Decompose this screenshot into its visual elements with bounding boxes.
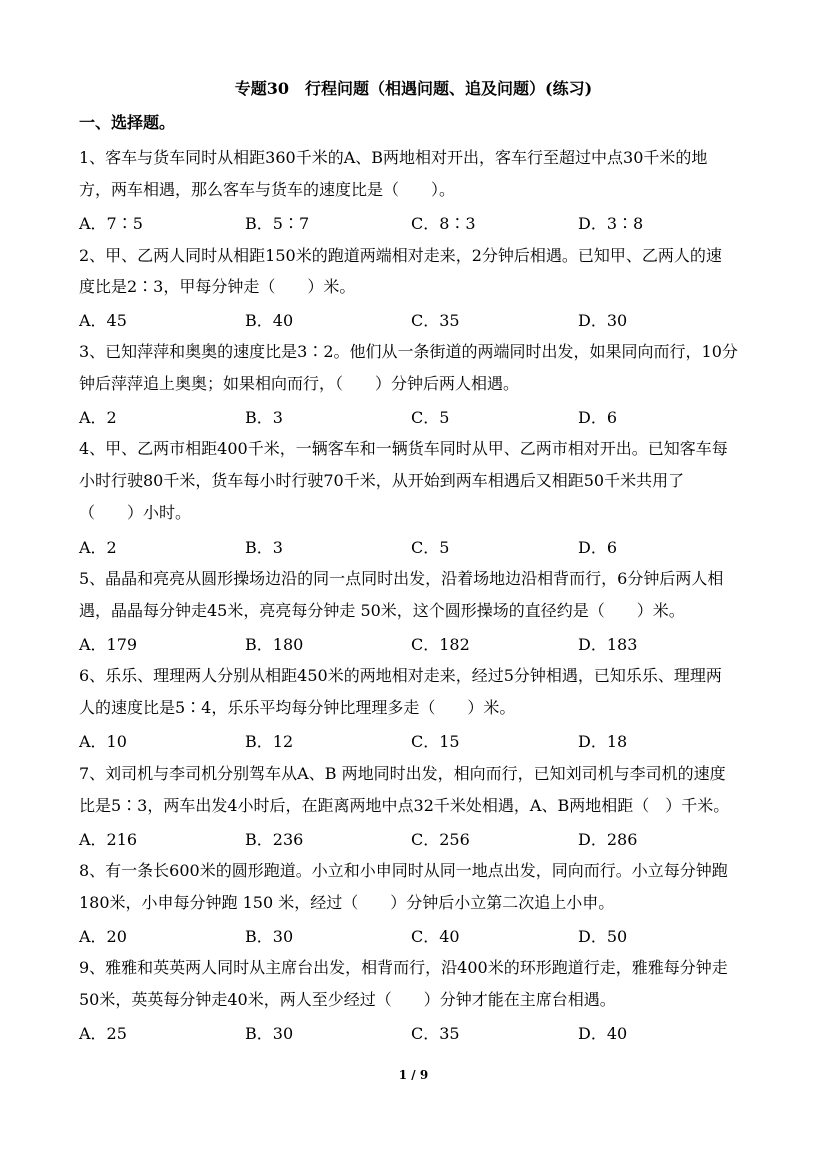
question-2-option-c: C．35 — [411, 311, 460, 330]
question-5-option-c: C．182 — [411, 635, 470, 654]
question-8-option-a: A．20 — [79, 927, 127, 946]
page-number: 1 / 9 — [398, 1068, 429, 1082]
question-2-option-d: D．30 — [578, 311, 628, 330]
question-1-option-a: A．7∶5 — [79, 214, 143, 233]
question-5-option-b: B．180 — [245, 635, 304, 654]
question-1-line-2: 方，两车相遇，那么客车与货车的速度比是（ ）。 — [79, 180, 456, 199]
question-7-option-a: A．216 — [79, 830, 138, 849]
question-4-line-1: 4、甲、乙两市相距400千米，一辆客车和一辆货车同时从甲、乙两市相对开出。已知客车每 — [79, 439, 728, 458]
question-4-option-a: A．2 — [79, 538, 117, 557]
question-9-option-c: C．35 — [411, 1024, 460, 1043]
question-1-option-d: D．3∶8 — [578, 214, 644, 233]
question-3-option-a: A．2 — [79, 408, 117, 427]
question-4-line-2: 小时行驶80千米，货车每小时行驶70千米，从开始到两车相遇后又相距50千米共用了 — [79, 471, 685, 490]
question-2-option-a: A．45 — [79, 311, 127, 330]
question-6-option-d: D．18 — [578, 732, 628, 751]
question-6-option-a: A．10 — [79, 732, 127, 751]
question-8-line-1: 8、有一条长600米的圆形跑道。小立和小申同时从同一地点出发，同向而行。小立每分钟跑 — [79, 861, 728, 880]
question-7-option-d: D．286 — [578, 830, 638, 849]
question-6-option-c: C．15 — [411, 732, 460, 751]
question-3-line-2: 钟后萍萍追上奥奥；如果相向而行，（ ）分钟后两人相遇。 — [79, 374, 520, 393]
question-4-option-c: C．5 — [411, 538, 450, 557]
question-9-line-1: 9、雅雅和英英两人同时从主席台出发，相背而行，沿400米的环形跑道行走，雅雅每分钟走 — [79, 958, 728, 977]
question-1-option-c: C．8∶3 — [411, 214, 476, 233]
question-8-option-d: D．50 — [578, 927, 628, 946]
question-8-option-b: B．30 — [245, 927, 294, 946]
question-3-line-1: 3、已知萍萍和奥奥的速度比是3∶2。他们从一条街道的两端同时出发，如果同向而行，10分 — [79, 342, 738, 361]
question-9-option-a: A．25 — [79, 1024, 127, 1043]
question-2-option-b: B．40 — [245, 311, 294, 330]
question-7-line-1: 7、刘司机与李司机分别驾车从A、B 两地同时出发，相向而行，已知刘司机与李司机的速度 — [79, 764, 726, 783]
section-heading: 一、选择题。 — [79, 113, 176, 132]
question-4-line-3: （ ）小时。 — [79, 503, 192, 522]
question-1-option-b: B．5∶7 — [245, 214, 310, 233]
question-5-option-d: D．183 — [578, 635, 638, 654]
question-1-line-1: 1、客车与货车同时从相距360千米的A、B两地相对开出，客车行至超过中点30千米的地 — [79, 148, 708, 167]
question-7-option-b: B．236 — [245, 830, 304, 849]
question-8-option-c: C．40 — [411, 927, 460, 946]
question-9-line-2: 50米，英英每分钟走40米，两人至少经过（ ）分钟才能在主席台相遇。 — [79, 990, 616, 1009]
question-8-line-2: 180米，小申每分钟跑 150 米，经过（ ）分钟后小立第二次追上小申。 — [79, 893, 615, 912]
question-7-line-2: 比是5∶3，两车出发4小时后，在距离两地中点32千米处相遇，A、B两地相距（ ）千米。 — [79, 796, 730, 815]
question-6-line-2: 人的速度比是5∶4，乐乐平均每分钟比理理多走（ ）米。 — [79, 698, 516, 717]
question-9-option-b: B．30 — [245, 1024, 294, 1043]
question-2-line-2: 度比是2∶3，甲每分钟走（ ）米。 — [79, 277, 356, 296]
question-4-option-d: D．6 — [578, 538, 618, 557]
question-3-option-b: B．3 — [245, 408, 283, 427]
question-7-option-c: C．256 — [411, 830, 470, 849]
page-title: 专题30 行程问题（相遇问题、追及问题）(练习) — [234, 79, 593, 98]
question-9-option-d: D．40 — [578, 1024, 628, 1043]
question-6-line-1: 6、乐乐、理理两人分别从相距450米的两地相对走来，经过5分钟相遇，已知乐乐、理理两 — [79, 666, 722, 685]
question-5-line-2: 遇，晶晶每分钟走45米，亮亮每分钟走 50米，这个圆形操场的直径约是（ ）米。 — [79, 601, 685, 620]
question-3-option-d: D．6 — [578, 408, 618, 427]
question-5-option-a: A．179 — [79, 635, 138, 654]
question-5-line-1: 5、晶晶和亮亮从圆形操场边沿的同一点同时出发，沿着场地边沿相背而行，6分钟后两人相 — [79, 569, 724, 588]
question-2-line-1: 2、甲、乙两人同时从相距150米的跑道两端相对走来，2分钟后相遇。已知甲、乙两人的速 — [79, 246, 722, 265]
question-6-option-b: B．12 — [245, 732, 294, 751]
question-3-option-c: C．5 — [411, 408, 450, 427]
question-4-option-b: B．3 — [245, 538, 283, 557]
